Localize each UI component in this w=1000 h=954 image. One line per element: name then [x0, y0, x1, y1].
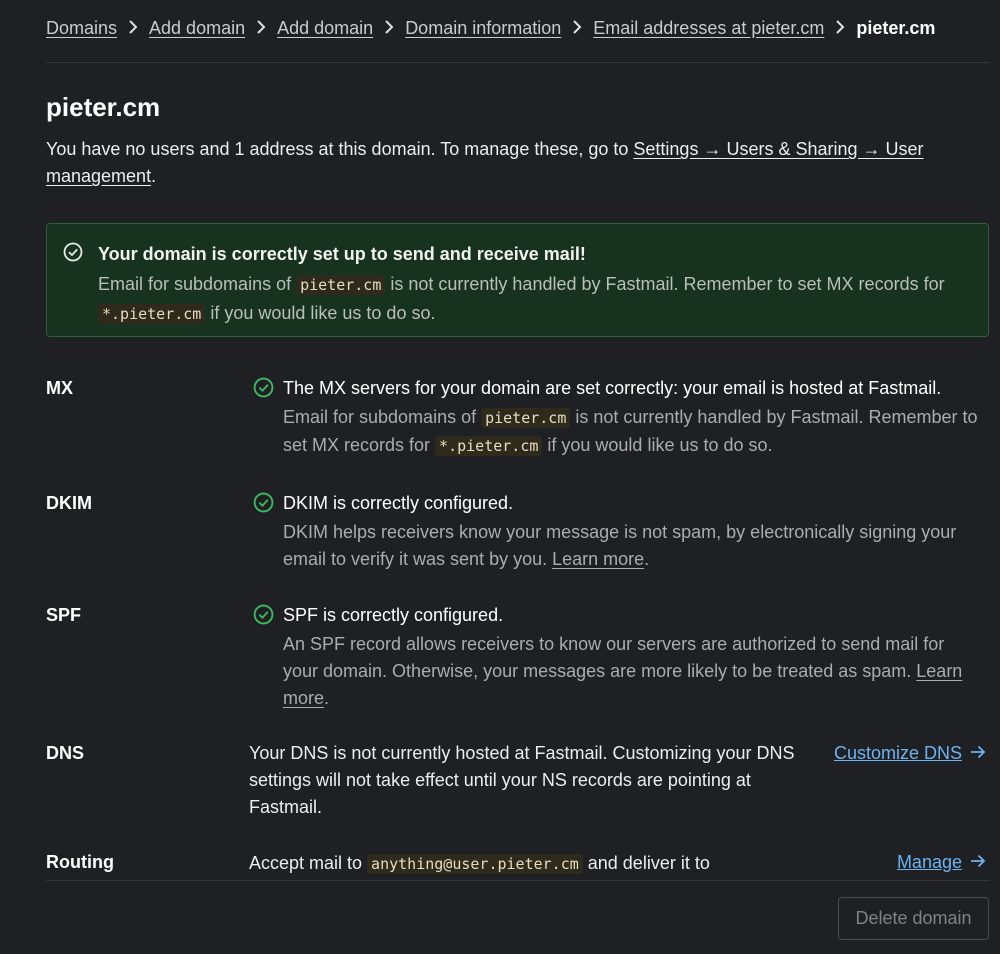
mx-status-body — [283, 404, 983, 460]
banner-body — [98, 270, 978, 328]
dns-label: DNS — [46, 743, 85, 763]
banner-title: Your domain is correctly set up to send and receive mail! — [98, 244, 586, 264]
spf-body-text: An SPF record allows receivers to know our servers are authorized to send mail for your domain. Otherwise, your messages are more likely to be treated as spam. — [283, 634, 945, 681]
chevron-right-icon — [373, 18, 405, 39]
banner-body-1: Email for subdomains of — [98, 274, 297, 294]
arrow-right-icon — [970, 852, 986, 873]
chevron-right-icon — [824, 18, 856, 39]
check-circle-icon — [253, 492, 274, 518]
manage-routing-label: Manage — [896, 852, 962, 872]
mx-body-2: is not currently handled by Fastmail. Remember to set MX records for — [283, 407, 978, 455]
user-management-link[interactable]: Settings → Users & Sharing → User management — [46, 139, 924, 186]
check-circle-icon — [63, 242, 83, 267]
mx-body-1: Email for subdomains of — [283, 407, 482, 427]
breadcrumb-current: pieter.cm — [856, 18, 936, 38]
page-title: pieter.cm — [46, 92, 161, 122]
intro-text — [46, 136, 946, 190]
spf-body-end: . — [324, 688, 330, 708]
footer-divider — [46, 880, 990, 881]
arrow-right-icon — [970, 743, 986, 764]
dkim-status-body — [283, 519, 983, 573]
dkim-label: DKIM — [46, 493, 92, 513]
delete-domain-button[interactable]: Delete domain — [838, 897, 989, 940]
success-banner — [46, 223, 989, 337]
breadcrumb-add-domain[interactable]: Add domain — [149, 18, 246, 38]
customize-dns-label: Customize DNS — [833, 743, 962, 763]
spf-status-body — [283, 631, 983, 712]
dkim-body-end: . — [644, 549, 650, 569]
breadcrumb-add-domain-2[interactable]: Add domain — [277, 18, 374, 38]
mx-status-title: The MX servers for your domain are set correctly: your email is hosted at Fastmail. — [283, 378, 942, 398]
check-circle-icon — [253, 377, 274, 403]
mx-label: MX — [46, 378, 73, 398]
dkim-body-text: DKIM helps receivers know your message is not spam, by electronically signing your email to verify it was sent by you. — [283, 522, 957, 569]
intro-text-start: You have no users and 1 address at this domain. To manage these, go to — [46, 139, 634, 159]
breadcrumb-domain-information[interactable]: Domain information — [405, 18, 562, 38]
customize-dns-link[interactable] — [834, 743, 986, 764]
routing-body-2: and deliver it to — [582, 853, 710, 873]
dkim-learn-more-link[interactable]: Learn more — [552, 549, 645, 569]
mx-body-3: if you would like us to do so. — [542, 435, 773, 455]
chevron-right-icon — [245, 18, 277, 39]
check-circle-icon — [253, 604, 274, 630]
banner-code-wildcard: *.pieter.cm — [98, 304, 205, 324]
chevron-right-icon — [117, 18, 149, 39]
spf-label: SPF — [46, 605, 82, 625]
banner-body-2: is not currently handled by Fastmail. Remember to set MX records for — [385, 274, 945, 294]
routing-code-address: anything@user.pieter.cm — [367, 854, 583, 874]
mx-code-wildcard: *.pieter.cm — [435, 436, 542, 456]
breadcrumb — [46, 18, 954, 39]
header-divider — [46, 62, 990, 63]
banner-code-domain: pieter.cm — [296, 275, 385, 295]
breadcrumb-email-addresses[interactable]: Email addresses at pieter.cm — [593, 18, 825, 38]
chevron-right-icon — [561, 18, 593, 39]
routing-label: Routing — [46, 852, 114, 872]
dkim-status-title: DKIM is correctly configured. — [283, 493, 514, 513]
mx-code-domain: pieter.cm — [481, 408, 570, 428]
routing-body-1: Accept mail to — [249, 853, 368, 873]
dns-body: Your DNS is not currently hosted at Fastmail. Customizing your DNS settings will not take effect until your NS records are pointing at Fastmail. — [249, 743, 795, 817]
breadcrumb-domains[interactable]: Domains — [46, 18, 118, 38]
spf-learn-more-link[interactable]: Learn more — [283, 661, 963, 708]
routing-body — [249, 850, 849, 878]
banner-body-3: if you would like us to do so. — [205, 303, 436, 323]
manage-routing-link[interactable] — [897, 852, 986, 873]
spf-status-title: SPF is correctly configured. — [283, 605, 504, 625]
intro-text-end: . — [151, 166, 157, 186]
